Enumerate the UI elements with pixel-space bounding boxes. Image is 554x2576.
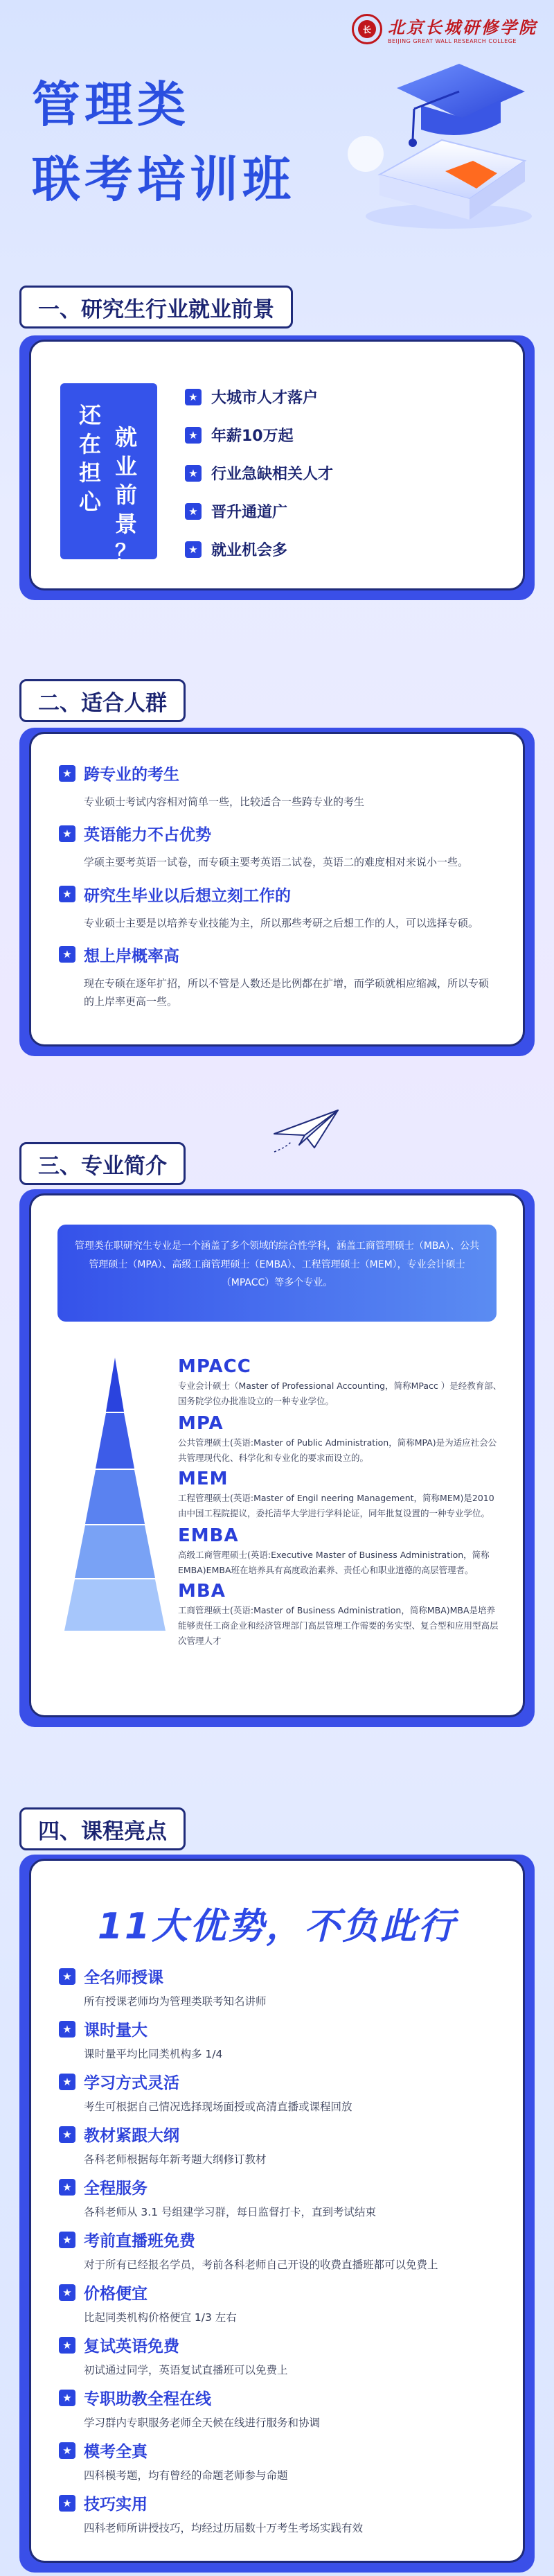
highlight-item bbox=[59, 2070, 498, 2123]
employment-item bbox=[185, 538, 333, 560]
highlight-item-title: 专职助教全程在线 bbox=[84, 2390, 211, 2408]
employment-item-label: 年薪10万起 bbox=[211, 428, 294, 445]
highlight-item bbox=[59, 1965, 498, 2017]
major-name: EMBA bbox=[178, 1525, 239, 1546]
highlight-item-head bbox=[59, 2439, 498, 2462]
section-title: 四、课程亮点 bbox=[19, 1807, 186, 1850]
star-icon: ★ bbox=[59, 2337, 75, 2354]
highlight-item-title: 全名师授课 bbox=[84, 1969, 163, 1987]
majors-pyramid bbox=[56, 1358, 174, 1631]
worry-char: 心 bbox=[78, 488, 102, 515]
star-icon: ★ bbox=[59, 2284, 75, 2301]
employment-list bbox=[185, 386, 333, 560]
suitable-item-desc: 专业硕士主要是以培养专业技能为主，所以那些考研之后想工作的人，可以选择专硕。 bbox=[84, 916, 479, 929]
star-icon: ★ bbox=[59, 2232, 75, 2248]
star-icon: ★ bbox=[185, 389, 202, 405]
suitable-list bbox=[59, 762, 495, 1022]
suitable-item bbox=[59, 762, 495, 811]
highlight-item bbox=[59, 2439, 498, 2491]
highlight-item-title: 复试英语免费 bbox=[84, 2338, 179, 2356]
majors-intro: 管理类在职研究生专业是一个涵盖了多个领域的综合性学科，涵盖工商管理硕士（MBA）、公共管理硕士（MPA）、高级工商管理硕士（EMBA）、工程管理硕士（MEM），专业会计硕士（MPACC）等多个专业。 bbox=[57, 1225, 497, 1322]
graduation-cap-icon bbox=[338, 57, 539, 237]
highlight-item-head bbox=[59, 2386, 498, 2409]
hero-title-line2: 联考培训班 bbox=[32, 151, 295, 208]
star-icon: ★ bbox=[59, 2179, 75, 2196]
highlight-item-head bbox=[59, 2017, 498, 2040]
highlight-item-title: 技巧实用 bbox=[84, 2496, 148, 2514]
major-desc: 工程管理硕士(英语:Master of Engil neering Management，简称MEM)是2010由中国工程院提议，委托清华大学进行学科论证，同年批复设置的一种专业学位。 bbox=[178, 1493, 494, 1518]
college-logo bbox=[352, 14, 537, 44]
employment-item-label: 大城市人才落户 bbox=[211, 389, 319, 407]
worry-char: 担 bbox=[78, 459, 102, 487]
section-title: 一、研究生行业就业前景 bbox=[19, 286, 293, 328]
employment-item-label: 行业急缺相关人才 bbox=[211, 466, 334, 483]
major-name: MEM bbox=[178, 1469, 229, 1489]
major-item bbox=[178, 1525, 502, 1578]
suitable-item-title: 研究生毕业以后想立刻工作的 bbox=[84, 886, 291, 905]
highlight-item-title: 课时量大 bbox=[84, 2022, 148, 2040]
section-suitable bbox=[19, 679, 535, 1046]
star-icon: ★ bbox=[59, 2390, 75, 2406]
worry-char: 业 bbox=[115, 453, 139, 480]
highlight-item bbox=[59, 2228, 498, 2281]
star-icon: ★ bbox=[185, 503, 202, 520]
highlight-item bbox=[59, 2017, 498, 2070]
major-name: MPA bbox=[178, 1413, 224, 1434]
highlight-item bbox=[59, 2491, 498, 2544]
highlight-item-head bbox=[59, 2228, 498, 2251]
suitable-item-title: 英语能力不占优势 bbox=[84, 826, 211, 845]
suitable-item bbox=[59, 822, 495, 871]
suitable-item-title: 跨专业的考生 bbox=[84, 766, 179, 784]
highlight-item-desc: 学习群内专职服务老师全天候在线进行服务和协调 bbox=[84, 2417, 321, 2429]
star-icon: ★ bbox=[59, 2442, 75, 2459]
highlight-item-desc: 比起同类机构价格便宜 1/3 左右 bbox=[84, 2311, 237, 2324]
major-item bbox=[178, 1469, 502, 1521]
hero-title-line1: 管理类 bbox=[32, 76, 190, 133]
employment-item bbox=[185, 462, 333, 484]
employment-item bbox=[185, 424, 333, 446]
highlight-item-title: 模考全真 bbox=[84, 2443, 148, 2461]
star-icon: ★ bbox=[185, 465, 202, 482]
highlight-item-head bbox=[59, 2123, 498, 2146]
college-seal-icon: 长 bbox=[352, 14, 382, 44]
star-icon: ★ bbox=[59, 2074, 75, 2090]
section-highlights bbox=[19, 1807, 535, 2563]
highlight-item-desc: 所有授课老师均为管理类联考知名讲师 bbox=[84, 1995, 267, 2008]
star-icon: ★ bbox=[185, 427, 202, 444]
highlight-item-head bbox=[59, 2281, 498, 2304]
highlight-item bbox=[59, 2123, 498, 2175]
suitable-item-desc: 现在专硕在逐年扩招，所以不管是人数还是比例都在扩增，而学硕就相应缩减，所以专硕的上岸率更高一些。 bbox=[84, 976, 490, 1008]
major-desc: 专业会计硕士（Master of Professional Accounting，简称MPacc ）是经教育部、国务院学位办批准设立的一种专业学位。 bbox=[178, 1381, 502, 1406]
highlight-item-desc: 初试通过同学，英语复试直播班可以免费上 bbox=[84, 2364, 288, 2376]
highlights-list bbox=[59, 1965, 498, 2544]
suitable-item-title: 想上岸概率高 bbox=[84, 947, 179, 965]
worry-box bbox=[60, 383, 157, 566]
highlight-item-head bbox=[59, 2070, 498, 2093]
section-employment bbox=[19, 286, 535, 590]
major-item bbox=[178, 1356, 502, 1409]
highlight-item bbox=[59, 2281, 498, 2333]
major-item bbox=[178, 1413, 502, 1466]
suitable-item bbox=[59, 943, 495, 1011]
suitable-item-head bbox=[59, 822, 495, 845]
highlight-item bbox=[59, 2175, 498, 2228]
highlight-item-head bbox=[59, 2175, 498, 2198]
highlight-item-title: 学习方式灵活 bbox=[84, 2074, 179, 2092]
worry-char: 还 bbox=[78, 402, 102, 428]
suitable-item-head bbox=[59, 943, 495, 966]
logo-name-en: BEIJING GREAT WALL RESEARCH COLLEGE bbox=[388, 38, 517, 44]
major-name: MPACC bbox=[178, 1356, 251, 1377]
highlight-item-head bbox=[59, 2333, 498, 2356]
worry-char: ？ bbox=[115, 539, 139, 566]
star-icon: ★ bbox=[59, 2021, 75, 2038]
highlight-item bbox=[59, 2386, 498, 2439]
star-icon: ★ bbox=[185, 541, 202, 558]
highlight-item-desc: 四科模考题，均有曾经的命题老师参与命题 bbox=[84, 2469, 288, 2482]
star-icon: ★ bbox=[59, 2495, 75, 2512]
highlight-item-desc: 各科老师从 3.1 号组建学习群，每日监督打卡，直到考试结束 bbox=[84, 2206, 377, 2218]
section-title: 三、专业简介 bbox=[19, 1142, 186, 1185]
logo-name-cn: 北京长城研修学院 bbox=[388, 17, 537, 37]
worry-char: 前 bbox=[115, 482, 139, 509]
highlight-item-desc: 四科老师所讲授技巧，均经过历届数十万考生考场实践有效 bbox=[84, 2522, 364, 2534]
star-icon: ★ bbox=[59, 2126, 75, 2143]
suitable-item-head bbox=[59, 883, 495, 906]
star-icon: ★ bbox=[59, 765, 75, 782]
star-icon: ★ bbox=[59, 886, 75, 902]
major-desc: 高级工商管理硕士(英语:Executive Master of Business Administration，简称EMBA)EMBA班在培养具有高度政治素养、责任心和职业道德的高层管理者。 bbox=[178, 1550, 490, 1575]
employment-item bbox=[185, 500, 333, 522]
highlight-item-title: 价格便宜 bbox=[84, 2285, 148, 2303]
worry-char: 在 bbox=[78, 430, 102, 457]
suitable-item-head bbox=[59, 762, 495, 785]
highlight-item-title: 教材紧跟大纲 bbox=[84, 2127, 179, 2145]
star-icon: ★ bbox=[59, 946, 75, 963]
major-name: MBA bbox=[178, 1581, 226, 1602]
section-majors bbox=[19, 1142, 535, 1717]
worry-char: 就 bbox=[115, 424, 139, 450]
highlight-item-head bbox=[59, 2491, 498, 2514]
major-desc: 工商管理硕士(英语:Master of Business Administration，简称MBA)MBA是培养能够责任工商企业和经济管理部门高层管理工作需要的务实型、复合型和应用型高层次管理人才 bbox=[178, 1605, 499, 1646]
star-icon: ★ bbox=[59, 1968, 75, 1985]
worry-char: 景 bbox=[115, 510, 139, 537]
highlight-item bbox=[59, 2333, 498, 2386]
employment-item-label: 就业机会多 bbox=[211, 542, 288, 559]
highlight-item-desc: 对于所有已经报名学员，考前各科老师自己开设的收费直播班都可以免费上 bbox=[84, 2259, 438, 2271]
section-title: 二、适合人群 bbox=[19, 679, 186, 722]
highlight-item-desc: 考生可根据自己情况选择现场面授或高清直播或课程回放 bbox=[84, 2101, 352, 2113]
suitable-item-desc: 学硕主要考英语一试卷，而专硕主要考英语二试卷，英语二的难度相对来说小一些。 bbox=[84, 856, 469, 869]
employment-item bbox=[185, 386, 333, 408]
star-icon: ★ bbox=[59, 825, 75, 842]
suitable-item bbox=[59, 883, 495, 932]
highlight-item-desc: 各科老师根据每年新考题大纲修订教材 bbox=[84, 2153, 267, 2166]
suitable-item-desc: 专业硕士考试内容相对简单一些，比较适合一些跨专业的考生 bbox=[84, 796, 365, 808]
major-item bbox=[178, 1581, 502, 1649]
highlight-item-title: 全程服务 bbox=[84, 2180, 148, 2198]
highlight-item-title: 考前直播班免费 bbox=[84, 2232, 195, 2250]
major-desc: 公共管理硕士(英语:Master of Public Administration，简称MPA)是为适应社会公共管理现代化、科学化和专业化的要求而设立的。 bbox=[178, 1437, 497, 1463]
highlights-headline: 11大优势，不负此行 bbox=[97, 1906, 457, 1947]
highlight-item-desc: 课时量平均比同类机构多 1/4 bbox=[84, 2048, 223, 2060]
employment-item-label: 晋升通道广 bbox=[211, 504, 288, 521]
highlight-item-head bbox=[59, 1965, 498, 1988]
